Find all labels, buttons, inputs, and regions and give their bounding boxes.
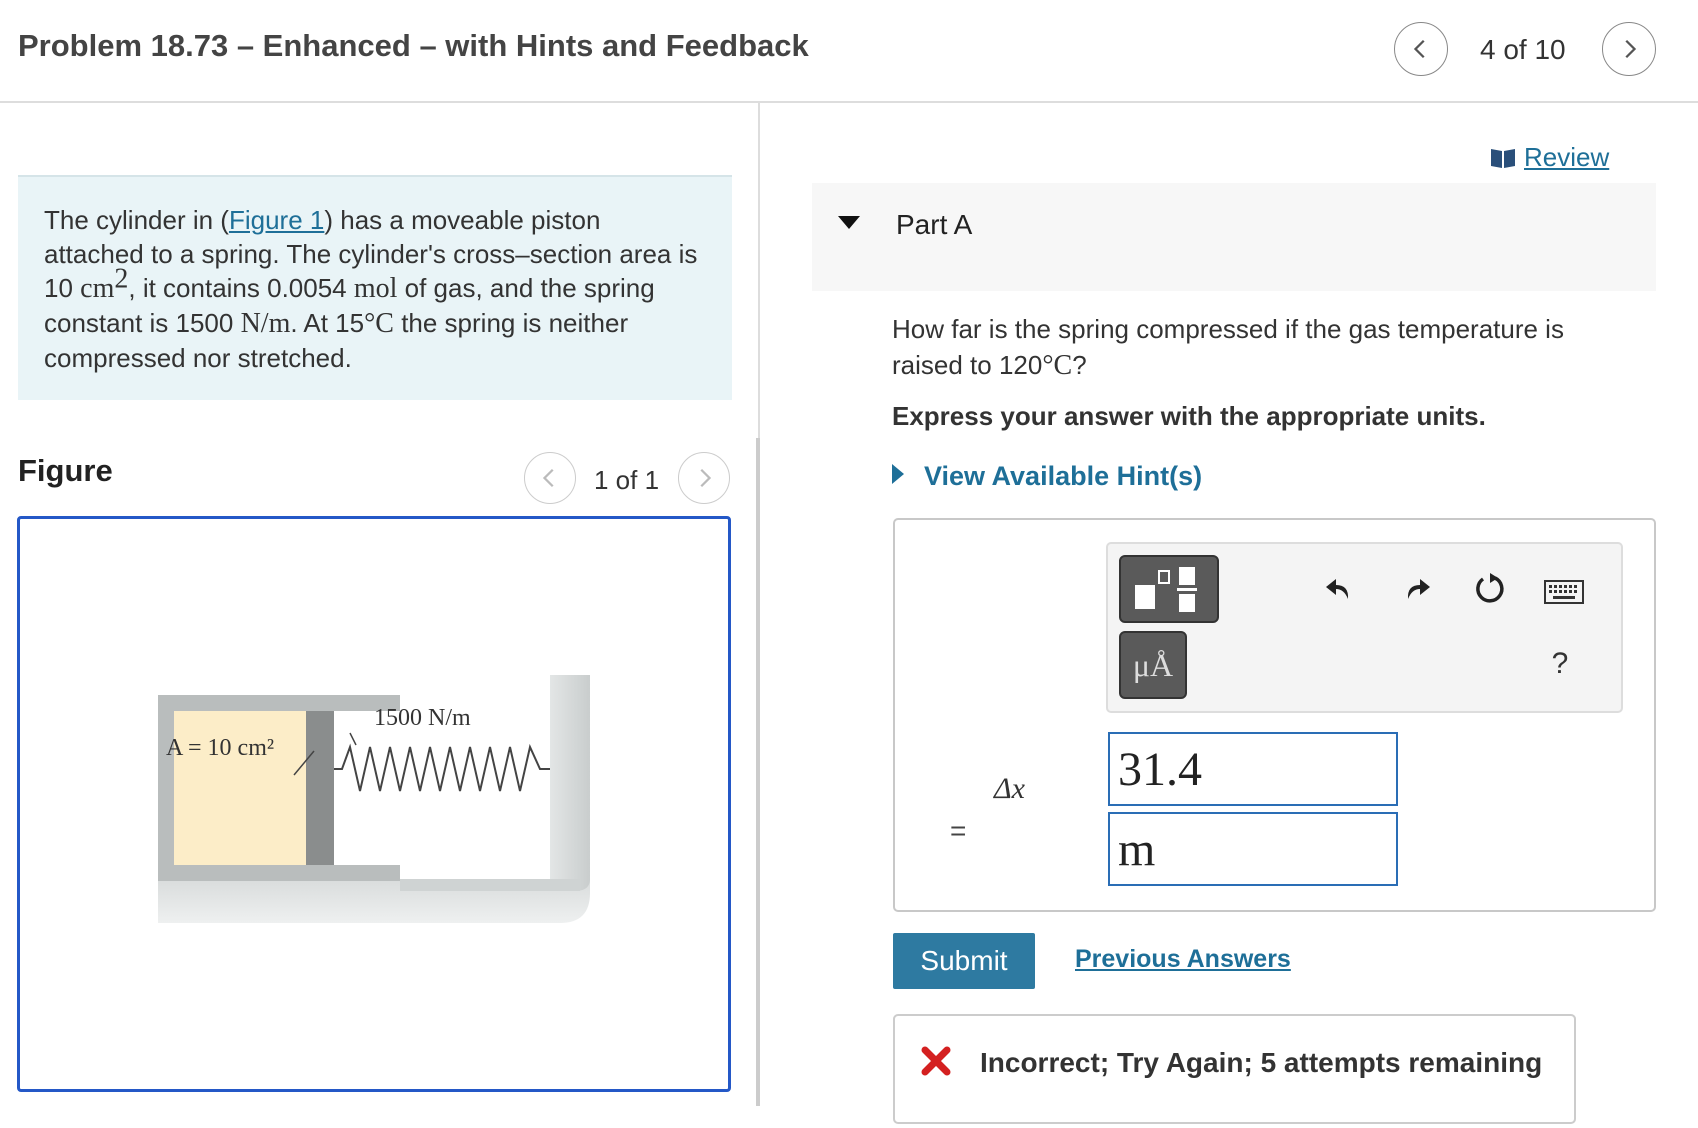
chevron-left-icon — [1410, 38, 1432, 60]
submit-button[interactable]: Submit — [893, 933, 1035, 989]
column-divider — [758, 103, 760, 438]
figure-heading: Figure — [18, 453, 113, 488]
figure-position: 1 of 1 — [594, 465, 660, 495]
redo-icon — [1400, 571, 1434, 605]
chevron-right-icon — [693, 467, 715, 489]
undo-icon — [1322, 571, 1356, 605]
figure-link[interactable]: Figure 1 — [228, 205, 325, 235]
spring-constant-label: 1500 N/m — [374, 705, 471, 731]
units-button[interactable]: μÅ — [1119, 631, 1187, 699]
problem-position: 4 of 10 — [1480, 34, 1566, 65]
answer-unit-input[interactable]: m — [1108, 812, 1398, 886]
review-link[interactable]: Review — [1490, 142, 1609, 173]
previous-figure-button[interactable] — [524, 452, 576, 504]
help-button[interactable]: ? — [1551, 647, 1569, 680]
next-figure-button[interactable] — [678, 452, 730, 504]
wall — [550, 675, 590, 891]
undo-button[interactable] — [1317, 566, 1361, 610]
templates-button[interactable] — [1119, 555, 1219, 623]
templates-icon — [1121, 557, 1217, 621]
book-icon — [1490, 147, 1516, 169]
hint-expand-icon[interactable] — [892, 464, 904, 484]
question-text: How far is the spring compressed if the gas temperature is raised to 120°C? — [892, 314, 1564, 381]
answer-instruction: Express your answer with the appropriate units. — [892, 401, 1486, 431]
x-icon — [920, 1045, 952, 1077]
header-divider — [0, 101, 1698, 103]
next-problem-button[interactable] — [1602, 22, 1656, 76]
collapse-caret-icon[interactable] — [838, 216, 860, 229]
previous-answers-link[interactable]: Previous Answers — [1075, 945, 1291, 973]
cylinder-spring-diagram — [20, 519, 728, 1089]
keyboard-icon — [1544, 580, 1584, 604]
answer-variable: Δx — [994, 772, 1025, 805]
equals-sign: = — [950, 815, 967, 846]
feedback-message: Incorrect; Try Again; 5 attempts remaining — [980, 1047, 1543, 1078]
reset-icon — [1473, 571, 1507, 605]
problem-statement: The cylinder in (Figure 1) has a moveable piston attached to a spring. The cylinder's cross–section area is 10 $cm^2$, it contains 0.0054 mol of gas, and the spring constant is 1500 N/m. At 15°C the spring is neither compressed nor stretched. — [18, 175, 732, 400]
column-divider-resizer[interactable] — [756, 438, 760, 1106]
keyboard-button[interactable] — [1540, 570, 1588, 614]
piston — [306, 711, 334, 865]
answer-value-input[interactable]: 31.4 — [1108, 732, 1398, 806]
view-hints-link[interactable]: View Available Hint(s) — [924, 461, 1203, 491]
part-a-title: Part A — [896, 209, 973, 240]
redo-button[interactable] — [1395, 566, 1439, 610]
figure-frame — [17, 516, 731, 1092]
page-title: Problem 18.73 – Enhanced – with Hints and Feedback — [18, 28, 809, 63]
chevron-left-icon — [539, 467, 561, 489]
chevron-right-icon — [1618, 38, 1640, 60]
reset-button[interactable] — [1468, 566, 1512, 610]
previous-problem-button[interactable] — [1394, 22, 1448, 76]
area-label: A = 10 cm² — [166, 735, 275, 761]
